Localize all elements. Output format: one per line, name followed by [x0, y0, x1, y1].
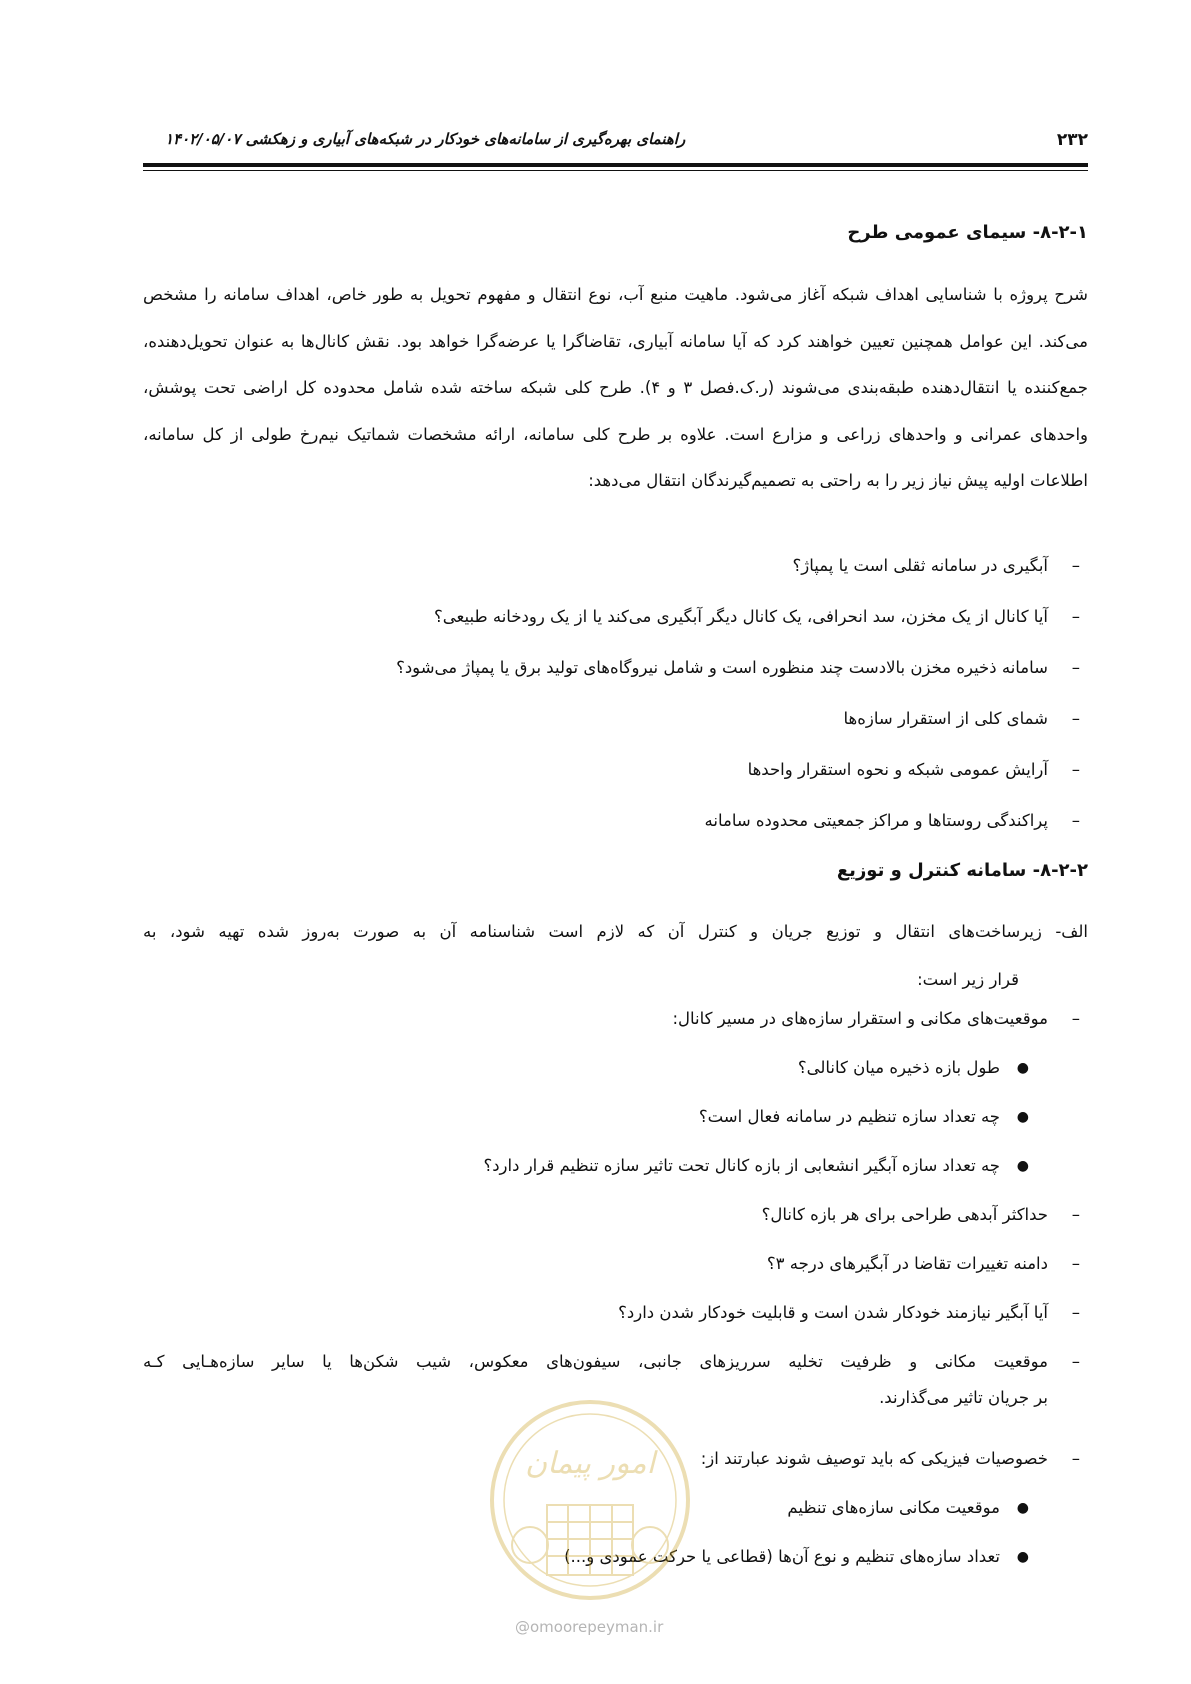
header-rule-thin	[143, 170, 1088, 171]
running-header	[143, 130, 1088, 154]
bullet-marker: ●	[1016, 1109, 1029, 1125]
list-item: – شمای کلی از استقرار سازه‌ها	[143, 706, 1088, 757]
bullet-item: ● چه تعداد سازه آبگیر انشعابی از بازه کانال تحت تاثیر سازه تنظیم قرار دارد؟	[143, 1153, 1088, 1202]
svg-text:امور پیمان: امور پیمان	[525, 1446, 655, 1481]
dash-marker: –	[1071, 1009, 1080, 1028]
bullet-marker: ●	[1016, 1549, 1029, 1565]
header-date: ۱۴۰۲/۰۵/۰۷	[165, 130, 241, 148]
bullet-marker: ●	[1016, 1500, 1029, 1516]
header-rule-thick	[143, 163, 1088, 167]
watermark-logo-graphic	[492, 1402, 688, 1598]
dash-marker: –	[1071, 760, 1080, 779]
list-item: – دامنه تغییرات تقاضا در آبگیرهای درجه ۳؟	[143, 1251, 1088, 1300]
list-item: – آیا آبگیر نیازمند خودکار شدن است و قابلیت خودکار شدن دارد؟	[143, 1300, 1088, 1349]
dash-marker: –	[1071, 1449, 1080, 1468]
header-title-block	[143, 130, 685, 148]
list-item: – خصوصیات فیزیکی که باید توصیف شوند عبارتند از:	[143, 1446, 1088, 1495]
page-number: ۲۳۲	[1056, 130, 1088, 150]
bullet-item: ● موقعیت مکانی سازه‌های تنظیم	[143, 1495, 1088, 1544]
header-book-title: راهنمای بهره‌گیری از سامانه‌های خودکار در شبکه‌های آبیاری و زهکشی	[245, 130, 686, 148]
dash-marker: –	[1071, 811, 1080, 830]
bullet-item: ● چه تعداد سازه تنظیم در سامانه فعال است؟	[143, 1104, 1088, 1153]
dash-marker: –	[1071, 1205, 1080, 1224]
list-item: – آیا کانال از یک مخزن، سد انحرافی، یک کانال دیگر آبگیری می‌کند یا از یک رودخانه طبیعی؟	[143, 604, 1088, 655]
prerequisite-info-list	[143, 553, 1088, 859]
bullet-item: ● طول بازه ذخیره میان کانالی؟	[143, 1055, 1088, 1104]
intro-item-alef	[143, 908, 1088, 1004]
list-item: – موقعیت مکانی و ظرفیت تخلیه سرریزهای جانبی، سیفون‌های معکوس، شیب شکن‌ها یا سایر سازه‌هـایی کـه بر جریان تاثیر می‌گذارند.	[143, 1349, 1088, 1446]
intro-text-line1: الف- زیرساخت‌های انتقال و توزیع جریان و کنترل آن که لازم است شناسنامه آن به صورت به‌روز شده تهیه شود، به	[143, 922, 1088, 941]
bullet-marker: ●	[1016, 1158, 1029, 1174]
list-item: – آرایش عمومی شبکه و نحوه استقرار واحدها	[143, 757, 1088, 808]
list-item: – آبگیری در سامانه ثقلی است یا پمپاژ؟	[143, 553, 1088, 604]
list-item: – پراکندگی روستاها و مراکز جمعیتی محدوده سامانه	[143, 808, 1088, 859]
bullet-item: ● تعداد سازه‌های تنظیم و نوع آن‌ها (قطاعی یا حرکت عمودی و...)	[143, 1544, 1088, 1593]
section-heading-general-features: ۸-۲-۱- سیمای عمومی طرح	[847, 222, 1088, 243]
dash-marker: –	[1071, 1254, 1080, 1273]
dash-marker: –	[1071, 556, 1080, 575]
list-item: – موقعیت‌های مکانی و استقرار سازه‌های در مسیر کانال:	[143, 1006, 1088, 1055]
list-item: – حداکثر آبدهی طراحی برای هر بازه کانال؟	[143, 1202, 1088, 1251]
section1-paragraph: شرح پروژه با شناسایی اهداف شبکه آغاز می‌شود. ماهیت منبع آب، نوع انتقال و مفهوم تحویل به طور خاص، اهداف سامانه را مشخص می‌کند. این عوامل همچنین تعیین خواهند کرد که آیا سامانه آبیاری، تقاضاگرا یا عرضه‌گرا خواهد بود. نقش کانال‌ها به عنوان تحویل‌دهنده، جمع‌کننده یا انتقال‌دهنده طبقه‌بندی می‌شوند (ر.ک.فصل ۳ و ۴). طرح کلی شبکه ساخته شده شامل محدوده کل اراضی تحت پوشش، واحدهای عمرانی و واحدهای زراعی و مزارع است. علاوه بر طرح کلی سامانه، ارائه مشخصات شماتیک نیم‌رخ طولی از کل سامانه، اطلاعات اولیه پیش نیاز زیر را به راحتی به تصمیم‌گیرندگان انتقال می‌دهد:	[143, 285, 1088, 490]
watermark-logo-icon	[485, 1395, 695, 1605]
dash-marker: –	[1071, 709, 1080, 728]
watermark-url: @omoorepeyman.ir	[515, 1618, 664, 1636]
list-item: – سامانه ذخیره مخزن بالادست چند منظوره است و شامل نیروگاه‌های تولید برق یا پمپاژ می‌شود؟	[143, 655, 1088, 706]
dash-marker: –	[1071, 658, 1080, 677]
dash-marker: –	[1071, 1303, 1080, 1322]
dash-marker: –	[1071, 1352, 1080, 1371]
dash-marker: –	[1071, 607, 1080, 626]
section-heading-control-distribution: ۸-۲-۲- سامانه کنترل و توزیع	[836, 860, 1088, 881]
bullet-marker: ●	[1016, 1060, 1029, 1076]
intro-text-line2: قرار زیر است:	[917, 970, 1019, 989]
